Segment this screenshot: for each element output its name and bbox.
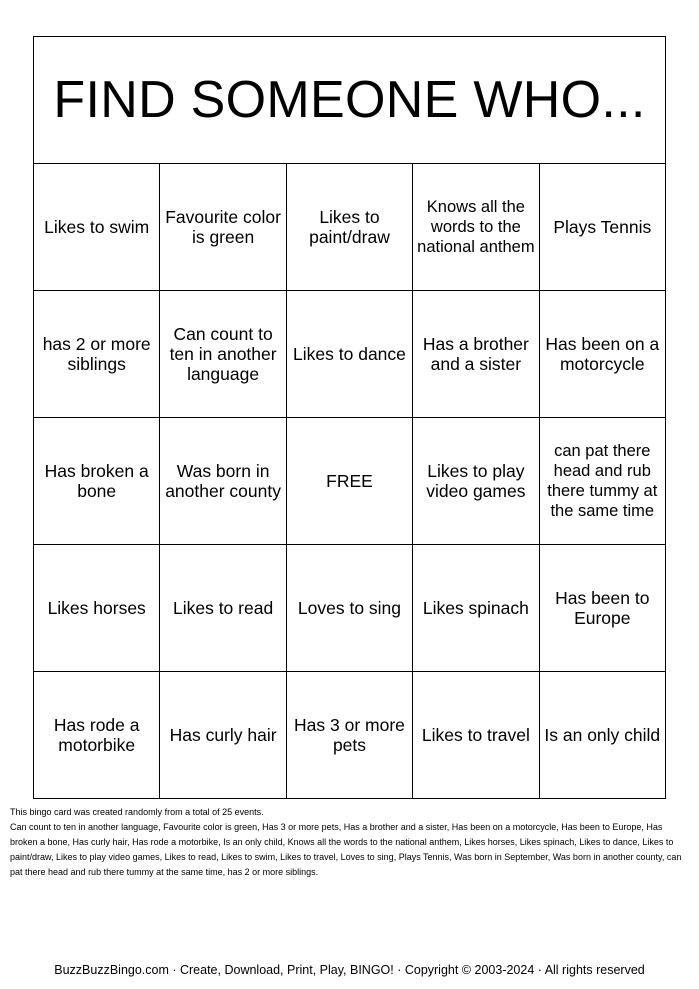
bingo-cell: Can count to ten in another language bbox=[160, 291, 286, 418]
bingo-cell: Likes to paint/draw bbox=[286, 164, 412, 291]
bingo-row bbox=[34, 164, 666, 291]
card-title: FIND SOMEONE WHO... bbox=[34, 37, 666, 164]
bingo-cell: Has a brother and a sister bbox=[413, 291, 539, 418]
bingo-cell: Likes to play video games bbox=[413, 418, 539, 545]
bingo-cell: Has 3 or more pets bbox=[286, 672, 412, 799]
bingo-row bbox=[34, 545, 666, 672]
bingo-card bbox=[33, 36, 666, 799]
bingo-cell: Loves to sing bbox=[286, 545, 412, 672]
bingo-cell: has 2 or more siblings bbox=[34, 291, 160, 418]
bingo-cell: Likes to dance bbox=[286, 291, 412, 418]
page-footer: BuzzBuzzBingo.com · Create, Download, Print, Play, BINGO! · Copyright © 2003-2024 · All rights reserved bbox=[54, 963, 645, 977]
bingo-cell: Likes to read bbox=[160, 545, 286, 672]
bingo-row bbox=[34, 291, 666, 418]
card-info-events: Can count to ten in another language, Favourite color is green, Has 3 or more pets, Has a brother and a sister, Has been on a motorcycle, Has been to Europe, Has broken a bone, Has curly hair, Has rode a motorbike, Is an only child, Knows all the words to the national anthem, Likes horses, Likes spinach, Likes to dance, Likes to paint/draw, Likes to play video games, Likes to read, Likes to swim, Likes to travel, Loves to sing, Plays Tennis, Was born in September, Was born in another county, can pat there head and rub there tummy at the same time, has 2 or more siblings. bbox=[10, 822, 682, 877]
bingo-cell: Has been on a motorcycle bbox=[539, 291, 665, 418]
bingo-cell: Has curly hair bbox=[160, 672, 286, 799]
bingo-cell: Likes to swim bbox=[34, 164, 160, 291]
card-info bbox=[10, 805, 690, 880]
bingo-row bbox=[34, 672, 666, 799]
bingo-cell: Plays Tennis bbox=[539, 164, 665, 291]
card-info-summary: This bingo card was created randomly from a total of 25 events. bbox=[10, 807, 264, 817]
bingo-cell: Likes spinach bbox=[413, 545, 539, 672]
bingo-cell: Has rode a motorbike bbox=[34, 672, 160, 799]
bingo-cell: can pat there head and rub there tummy at the same time bbox=[539, 418, 665, 545]
bingo-cell: Likes horses bbox=[34, 545, 160, 672]
bingo-cell: Favourite color is green bbox=[160, 164, 286, 291]
bingo-cell: Knows all the words to the national anthem bbox=[413, 164, 539, 291]
bingo-cell: Likes to travel bbox=[413, 672, 539, 799]
bingo-cell: Has broken a bone bbox=[34, 418, 160, 545]
free-space-cell: FREE bbox=[286, 418, 412, 545]
bingo-row bbox=[34, 418, 666, 545]
bingo-cell: Has been to Europe bbox=[539, 545, 665, 672]
bingo-cell: Was born in another county bbox=[160, 418, 286, 545]
bingo-cell: Is an only child bbox=[539, 672, 665, 799]
